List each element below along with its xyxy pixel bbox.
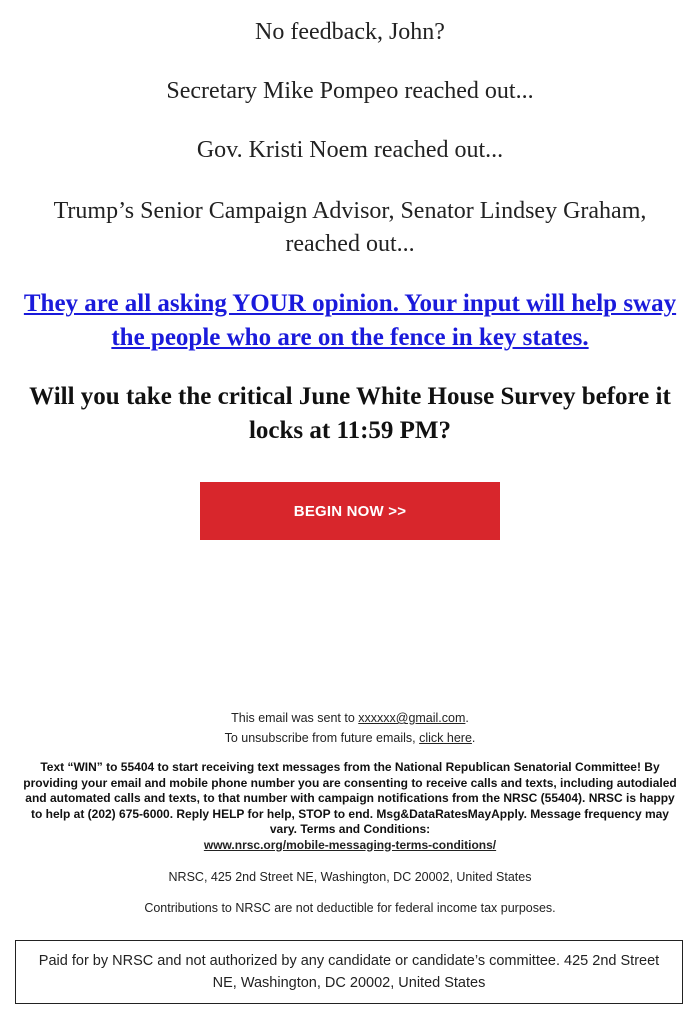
- sent-suffix: .: [465, 711, 469, 725]
- greeting-line: No feedback, John?: [255, 19, 445, 45]
- paid-for-box: [15, 940, 683, 1004]
- unsubscribe-link[interactable]: click here: [419, 731, 472, 745]
- sent-to-line: [0, 708, 700, 728]
- survey-link[interactable]: They are all asking YOUR opinion. Your input will help sway the people who are on the fence in key states.: [23, 290, 677, 351]
- pompeo-line: Secretary Mike Pompeo reached out...: [166, 78, 534, 104]
- sms-disclaimer: [18, 760, 682, 853]
- noem-line: Gov. Kristi Noem reached out...: [196, 137, 504, 163]
- sent-prefix: This email was sent to: [231, 711, 359, 725]
- unsub-prefix: To unsubscribe from future emails,: [224, 731, 420, 745]
- contributions-notice: Contributions to NRSC are not deductible for federal income tax purposes.: [144, 901, 556, 915]
- survey-question: Will you take the critical June White House Survey before it locks at 11:59 PM?: [29, 383, 671, 444]
- mailing-address: NRSC, 425 2nd Street NE, Washington, DC 20002, United States: [168, 870, 532, 884]
- unsub-suffix: .: [471, 731, 476, 745]
- footer-email-info: [0, 708, 700, 748]
- unsubscribe-line: [0, 728, 700, 748]
- terms-link[interactable]: www.nrsc.org/mobile-messaging-terms-conditions/: [203, 837, 497, 852]
- recipient-email-link[interactable]: xxxxxx@gmail.com: [358, 711, 466, 725]
- begin-now-button[interactable]: BEGIN NOW >>: [200, 482, 500, 540]
- paid-for-text: Paid for by NRSC and not authorized by any candidate or candidate’s committee. 425 2nd Street NE, Washington, DC 20002, United States: [38, 953, 660, 991]
- disclaimer-text: Text “WIN” to 55404 to start receiving text messages from the National Republican Senatorial Committee! By providing your email and mobile phone number you are consenting to receive calls and texts, including autodialed and automated calls and texts, to that number with campaign notifications from the NRSC (55404). NRSC is happy to help at (202) 675-6000. Reply HELP for help, STOP to end. Msg&DataRatesMayApply. Message frequency may vary. Terms and Conditions:: [23, 760, 677, 836]
- graham-line: Trump’s Senior Campaign Advisor, Senator Lindsey Graham, reached out...: [53, 198, 647, 257]
